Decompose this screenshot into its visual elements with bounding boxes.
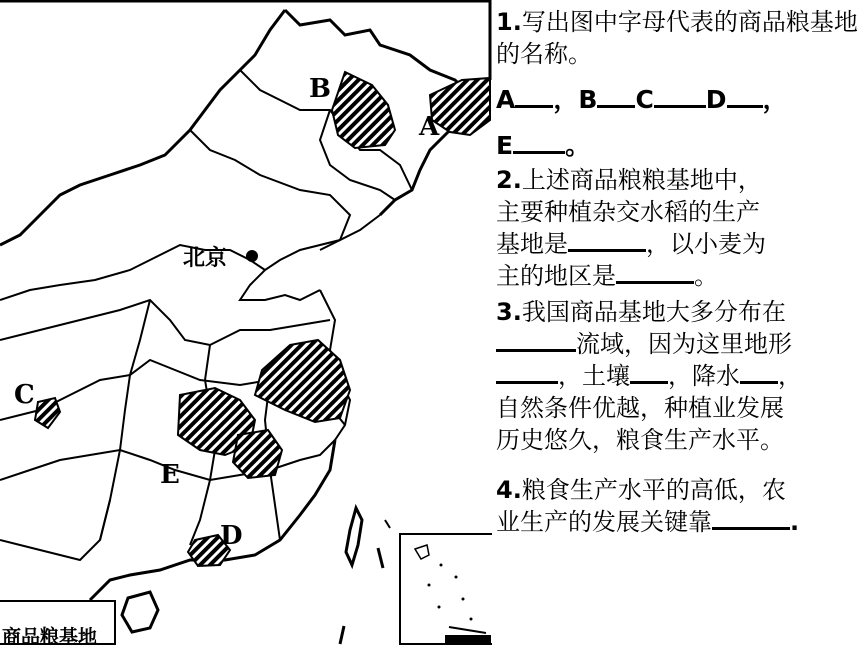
south-china-sea-inset <box>399 533 492 645</box>
answer-blank-rainfall[interactable] <box>740 380 778 384</box>
answer-label-a: A <box>496 85 516 114</box>
map-label-d: D <box>220 521 243 551</box>
question-2-line-4a: 主的地区是 <box>496 262 616 290</box>
question-4-line-2: 业生产的发展关键靠 <box>496 508 712 536</box>
question-4-line-1: 粮食生产水平的高低，农 <box>521 476 786 504</box>
base-region-poyang <box>233 430 282 478</box>
map-label-e: E <box>160 460 180 490</box>
question-3-soil: ，土壤 <box>558 362 630 390</box>
question-1-answer-line-2 <box>496 130 860 162</box>
question-4 <box>496 474 860 538</box>
base-region-b <box>332 72 395 148</box>
question-2-line-3b: ，以小麦为 <box>646 230 766 258</box>
map-label-a: A <box>419 112 440 142</box>
question-2-line-1: 上述商品粮粮基地中， <box>521 166 762 194</box>
inset-islands <box>401 535 492 645</box>
answer-blank-river-basin[interactable] <box>496 348 576 352</box>
answer-blank-a[interactable] <box>515 104 553 108</box>
question-3-line-5: 历史悠久，粮食生产水平。 <box>496 426 784 454</box>
question-panel <box>496 6 860 538</box>
question-2 <box>496 164 860 292</box>
answer-separator-2: ， <box>762 85 788 114</box>
question-1-answer-line-1 <box>496 84 860 116</box>
answer-blank-wheat-region[interactable] <box>616 280 694 284</box>
answer-label-d: D <box>705 85 727 114</box>
answer-blank-soil[interactable] <box>630 380 668 384</box>
base-region-c <box>35 398 60 428</box>
answer-blank-key-factor[interactable] <box>712 526 790 530</box>
question-2-number: 2. <box>496 166 522 194</box>
answer-label-b: B <box>578 85 598 114</box>
map-city-beijing: 北京 <box>183 246 228 271</box>
answer-end: 。 <box>565 131 591 160</box>
map-label-b: B <box>309 74 331 104</box>
answer-blank-c[interactable] <box>654 104 706 108</box>
question-1-text: 写出图中字母代表的商品粮基地的名称。 <box>496 8 858 68</box>
question-3-line-4: 自然条件优越，种植业发展 <box>496 394 784 422</box>
answer-blank-hybrid-rice-base[interactable] <box>568 248 646 252</box>
question-3-line-1: 我国商品基地大多分布在 <box>521 298 786 326</box>
map-label-c: C <box>14 380 35 410</box>
question-3-rain: ，降水 <box>668 362 740 390</box>
legend-text: 商品粮基地 <box>2 626 98 645</box>
answer-blank-e[interactable] <box>513 150 565 154</box>
answer-blank-d[interactable] <box>727 104 763 108</box>
question-1-number: 1. <box>496 8 522 36</box>
question-3-number: 3. <box>496 298 522 326</box>
base-region-yangtze-lower <box>255 340 350 422</box>
question-2-line-3a: 基地是 <box>496 230 568 258</box>
map-legend <box>0 600 116 645</box>
question-3 <box>496 296 860 456</box>
question-3-line-2: 流域，因为这里地形 <box>576 330 792 358</box>
answer-blank-b[interactable] <box>597 104 635 108</box>
answer-label-c: C <box>635 85 654 114</box>
question-2-line-2: 主要种植杂交水稻的生产 <box>496 198 760 226</box>
answer-blank-terrain[interactable] <box>496 380 558 384</box>
answer-label-e: E <box>496 131 514 160</box>
answer-separator-1: ， <box>553 85 579 114</box>
question-1 <box>496 6 860 70</box>
question-4-end: . <box>790 508 800 536</box>
question-2-line-4b: 。 <box>694 262 718 290</box>
question-3-comma: ， <box>778 362 802 390</box>
question-4-number: 4. <box>496 476 522 504</box>
